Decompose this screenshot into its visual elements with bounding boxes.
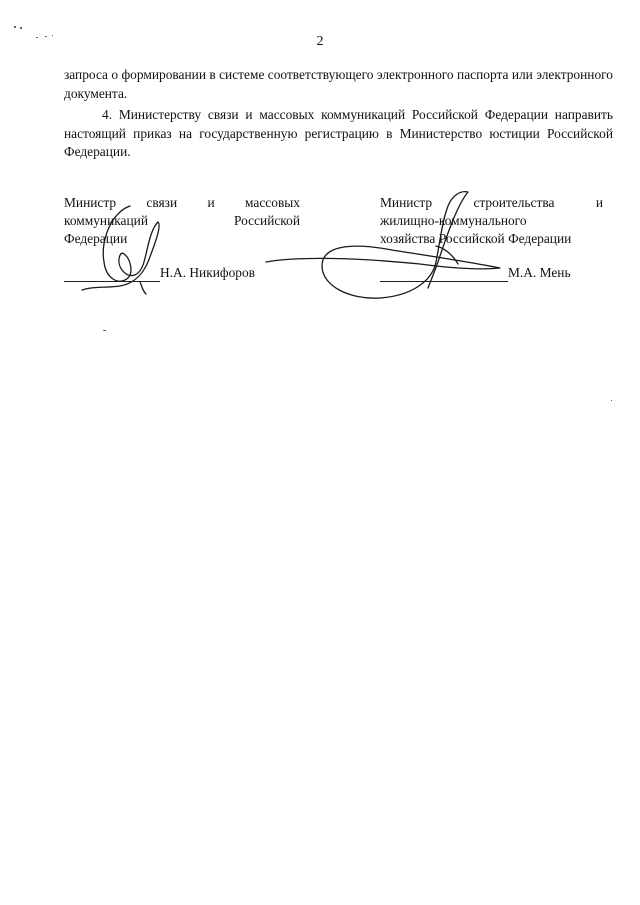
title-line: коммуникаций Российской [64,213,300,228]
title-line: жилищно-коммунального [380,213,527,228]
page-number: 2 [316,34,324,49]
scan-speck [36,37,38,38]
right-signatory-name: М.А. Мень [508,265,571,280]
paragraph-item-4: 4. Министерству связи и массовых коммуникаций Российской Федерации направить настоящий приказ на государственную регистрацию в Министерство юстиции Российской Федерации. [64,107,613,159]
scan-speck [14,26,16,28]
left-signature-line [64,264,255,282]
title-line: Министр строительства и [380,195,603,210]
paragraph-continuation: запроса о формировании в системе соответствующего электронного паспорта или электронного документа. [64,67,613,101]
title-line: Министр связи и массовых [64,195,300,210]
scan-speck [52,35,53,36]
title-line: Федерации [64,231,128,246]
left-signatory-title [64,194,300,248]
scan-speck [45,36,47,37]
left-signatory-name: Н.А. Никифоров [160,265,255,280]
right-signatory-title [380,194,603,248]
signature-rule [64,267,160,282]
body-text [64,66,613,165]
right-signature-line [380,264,571,282]
scan-speck [20,27,22,29]
title-line: хозяйства Российской Федерации [380,231,572,246]
signature-rule [380,267,508,282]
scan-speck [611,400,612,401]
scan-speck [103,330,106,331]
